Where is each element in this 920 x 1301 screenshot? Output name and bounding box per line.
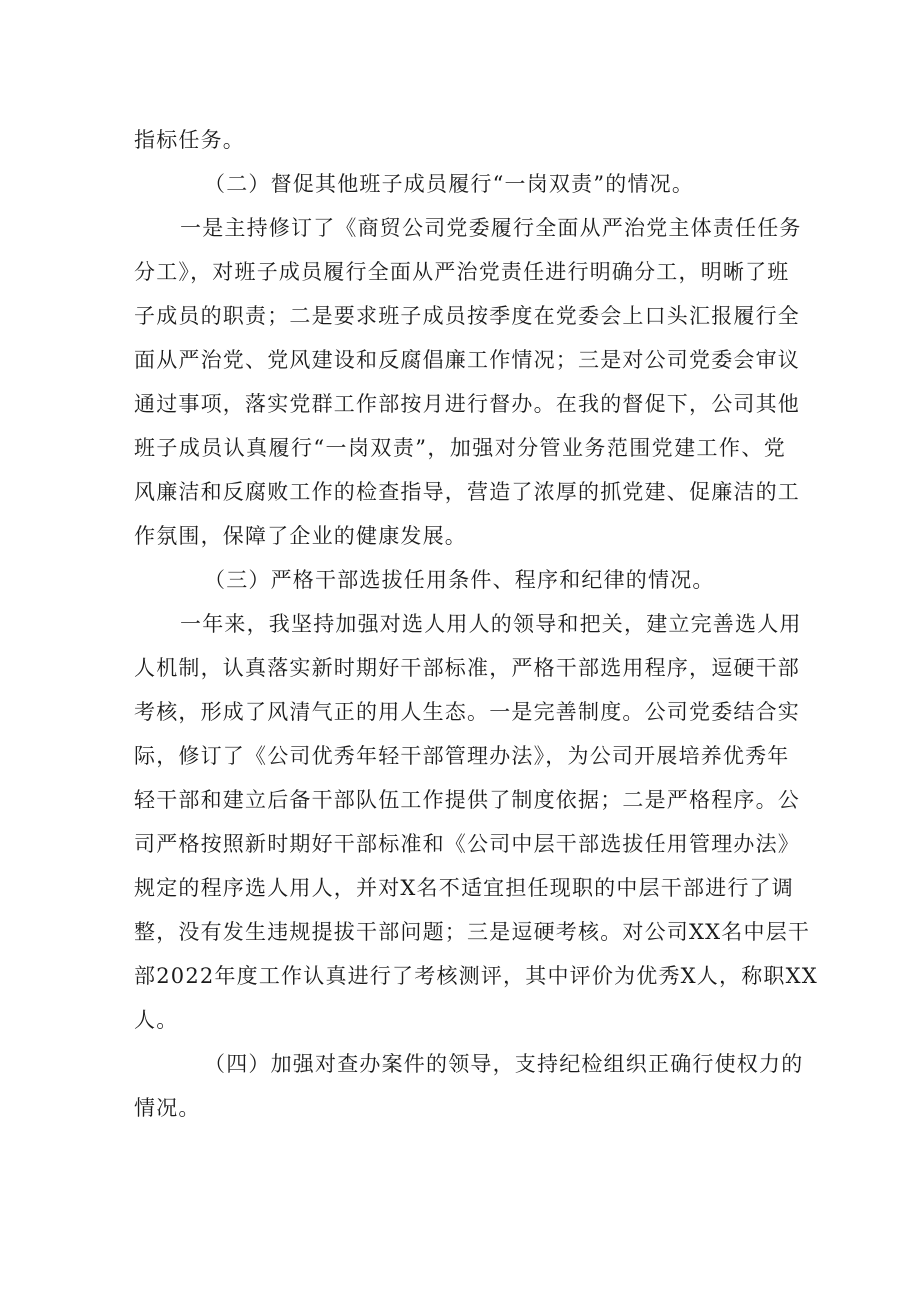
paragraph-line: 整，没有发生违规提拔干部问题；三是逗硬考核。对公司XX名中层干	[134, 920, 811, 944]
paragraph-line: 司严格按照新时期好干部标准和《公司中层干部选拔任用管理办法》	[134, 832, 800, 856]
paragraph-line: 际，修订了《公司优秀年轻干部管理办法》，为公司开展培养优秀年	[134, 744, 790, 768]
paragraph-line: 分工》，对班子成员履行全面从严治党责任进行明确分工，明晰了班	[134, 260, 790, 284]
paragraph-line: 轻干部和建立后备干部队伍工作提供了制度依据；二是严格程序。公	[134, 788, 800, 812]
paragraph-line: 指标任务。	[134, 128, 245, 152]
document-page	[134, 0, 818, 1301]
section-heading-2: （二）督促其他班子成员履行“一岗双责”的情况。	[204, 172, 695, 196]
paragraph-line: 规定的程序选人用人，并对X名不适宜担任现职的中层干部进行了调	[134, 876, 794, 900]
paragraph-line: 考核，形成了风清气正的用人生态。一是完善制度。公司党委结合实	[134, 700, 800, 724]
section-heading-4-continued: 情况。	[134, 1096, 201, 1120]
paragraph-line: 通过事项，落实党群工作部按月进行督办。在我的督促下，公司其他	[134, 392, 800, 416]
paragraph-line: 一是主持修订了《商贸公司党委履行全面从严治党主体责任任务	[180, 216, 802, 240]
section-heading-3: （三）严格干部选拔任用条件、程序和纪律的情况。	[204, 568, 715, 592]
paragraph-line: 班子成员认真履行“一岗双责”，加强对分管业务范围党建工作、党	[134, 436, 786, 460]
section-heading-4: （四）加强对查办案件的领导，支持纪检组织正确行使权力的	[204, 1052, 804, 1076]
paragraph-line: 作氛围，保障了企业的健康发展。	[134, 524, 467, 548]
paragraph-line: 子成员的职责；二是要求班子成员按季度在党委会上口头汇报履行全	[134, 304, 800, 328]
paragraph-line: 面从严治党、党风建设和反腐倡廉工作情况；三是对公司党委会审议	[134, 348, 800, 372]
paragraph-line: 一年来，我坚持加强对选人用人的领导和把关，建立完善选人用	[180, 612, 802, 636]
paragraph-line: 部2022年度工作认真进行了考核测评，其中评价为优秀X人，称职XX	[134, 964, 818, 988]
paragraph-line: 风廉洁和反腐败工作的检查指导，营造了浓厚的抓党建、促廉洁的工	[134, 480, 800, 504]
paragraph-line: 人机制，认真落实新时期好干部标准，严格干部选用程序，逗硬干部	[134, 656, 800, 680]
paragraph-line: 人。	[134, 1008, 179, 1032]
